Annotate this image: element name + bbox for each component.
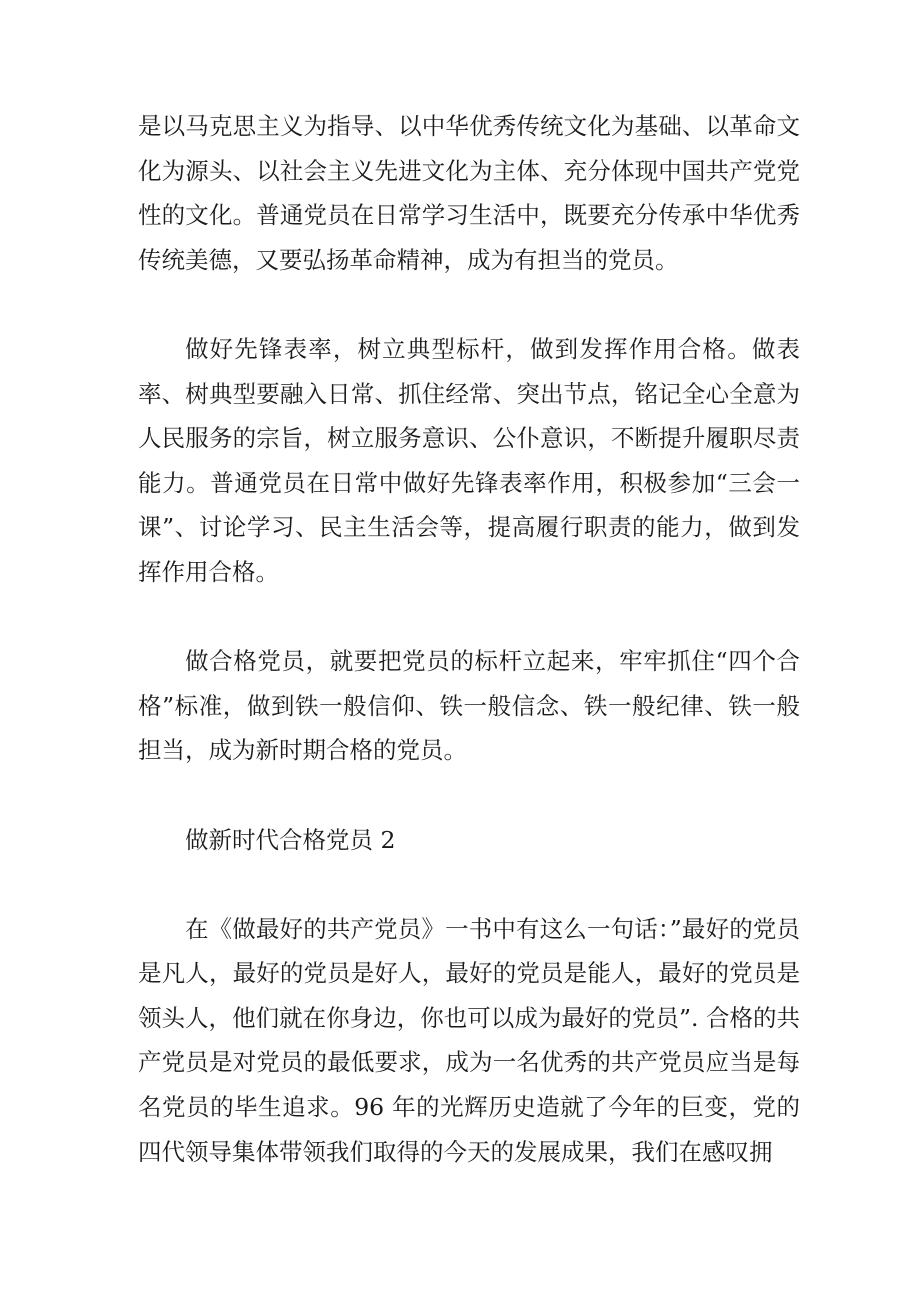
paragraph-4: 在《做最好的共产党员》一书中有这么一句话：”最好的党员是凡人，最好的党员是好人，最好的党员是能人，最好的党员是领头人，他们就在你身边，你也可以成为最好的党员”. 合格的共产党员是对党员的最低要求，成为一名优秀的共产党员应当是每名党员的毕生追求。96 年的光辉历史造就了今年的巨变，党的四代领导集体带领我们取得的今天的发展成果，我们在感叹拥 bbox=[138, 914, 800, 1166]
document-body bbox=[138, 104, 800, 1219]
section-heading: 做新时代合格党员 2 bbox=[185, 825, 396, 854]
paragraph-1: 是以马克思主义为指导、以中华优秀传统文化为基础、以革命文化为源头、以社会主义先进文化为主体、充分体现中国共产党党性的文化。普通党员在日常学习生活中，既要充分传承中华优秀传统美德，又要弘扬革命精神，成为有担当的党员。 bbox=[138, 112, 800, 274]
paragraph-3: 做合格党员，就要把党员的标杆立起来，牢牢抓住“四个合格”标准，做到铁一般信仰、铁一般信念、铁一般纪律、铁一般担当，成为新时期合格的党员。 bbox=[138, 647, 800, 765]
paragraph-2: 做好先锋表率，树立典型标杆，做到发挥作用合格。做表率、树典型要融入日常、抓住经常、突出节点，铭记全心全意为人民服务的宗旨，树立服务意识、公仆意识，不断提升履职尽责能力。普通党员在日常中做好先锋表率作用，积极参加“三会一课”、讨论学习、民主生活会等，提高履行职责的能力，做到发挥作用合格。 bbox=[138, 334, 800, 586]
